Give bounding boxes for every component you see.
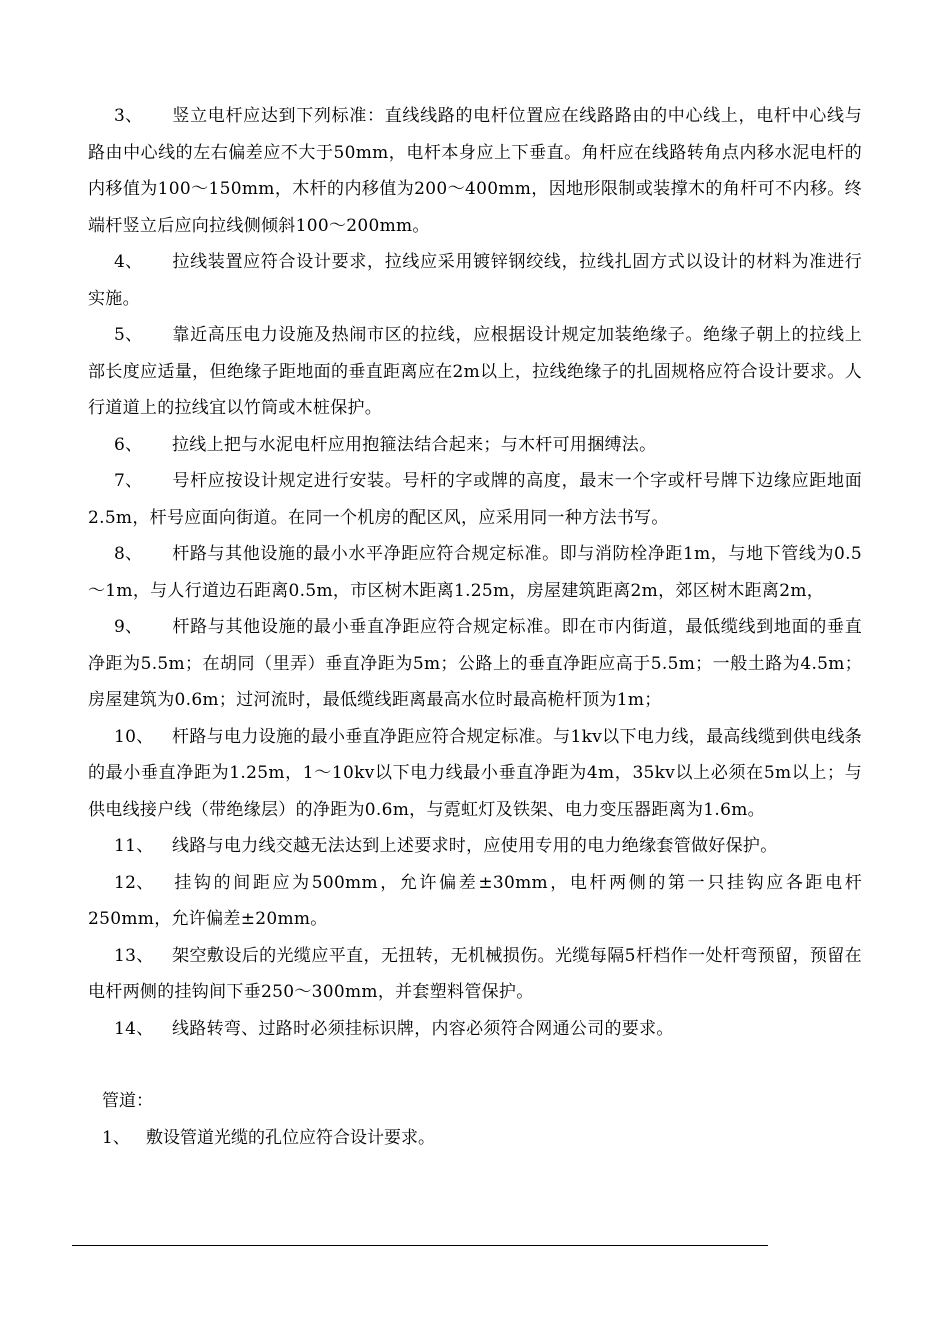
item-text: 线路转弯、过路时必须挂标识牌，内容必须符合网通公司的要求。 [172, 1018, 674, 1039]
item-number: 1、 [102, 1127, 130, 1148]
item-number: 13、 [114, 945, 154, 966]
item-number: 14、 [114, 1018, 154, 1039]
item-number: 11、 [114, 836, 154, 856]
list-item-14 [88, 1011, 862, 1048]
item-text: 线路与电力线交越无法达到上述要求时，应使用专用的电力绝缘套管做好保护。 [172, 836, 778, 856]
item-text: 靠近高压电力设施及热闹市区的拉线，应根据设计规定加装绝缘子。绝缘子朝上的拉线上部长度应适量，但绝缘子距地面的垂直距离应在2m以上，拉线绝缘子的扎固规格应符合设计要求。人行道道上的拉线宜以竹筒或木桩保护。 [88, 325, 862, 418]
item-number: 8、 [114, 544, 143, 564]
item-text: 架空敷设后的光缆应平直，无扭转，无机械损伤。光缆每隔5杆档作一处杆弯预留，预留在电杆两侧的挂钩间下垂250～300mm，并套塑料管保护。 [88, 945, 862, 1002]
item-number: 3、 [114, 106, 143, 126]
footer-divider [72, 1245, 768, 1246]
list-item-9 [88, 609, 862, 719]
item-text: 竖立电杆应达到下列标准：直线线路的电杆位置应在线路路由的中心线上，电杆中心线与路由中心线的左右偏差应不大于50mm，电杆本身应上下垂直。角杆应在线路转角点内移水泥电杆的内移值为100～150mm，木杆的内移值为200～400mm，因地形限制或装撑木的角杆可不内移。终端杆竖立后应向拉线侧倾斜100～200mm。 [88, 106, 862, 236]
item-text: 杆路与其他设施的最小水平净距应符合规定标准。即与消防栓净距1m，与地下管线为0.5～1m，与人行道边石距离0.5m，市区树木距离1.25m，房屋建筑距离2m，郊区树木距离2m， [88, 544, 862, 601]
list-item-6 [88, 427, 862, 464]
item-text: 挂钩的间距应为500mm，允许偏差±30mm，电杆两侧的第一只挂钩应各距电杆250mm，允许偏差±20mm。 [88, 872, 862, 929]
section-heading: 管道： [102, 1091, 153, 1111]
item-text: 号杆应按设计规定进行安装。号杆的字或牌的高度，最末一个字或杆号牌下边缘应距地面2.5m，杆号应面向街道。在同一个机房的配区风，应采用同一种方法书写。 [88, 471, 862, 528]
section-list-item-1 [102, 1120, 862, 1157]
list-item-3 [88, 98, 862, 244]
item-number: 10、 [114, 726, 154, 747]
item-text: 拉线装置应符合设计要求，拉线应采用镀锌钢绞线，拉线扎固方式以设计的材料为准进行实施。 [88, 252, 862, 309]
item-number: 9、 [114, 617, 143, 637]
list-item-4 [88, 244, 862, 317]
item-number: 4、 [114, 252, 143, 272]
list-item-5 [88, 317, 862, 427]
item-text: 杆路与其他设施的最小垂直净距应符合规定标准。即在市内街道，最低缆线到地面的垂直净距为5.5m；在胡同（里弄）垂直净距为5m；公路上的垂直净距应高于5.5m；一般土路为4.5m；房屋建筑为0.6m；过河流时，最低缆线距离最高水位时最高桅杆顶为1m； [88, 617, 862, 710]
item-text: 杆路与电力设施的最小垂直净距应符合规定标准。与1kv以下电力线，最高线缆到供电线条的最小垂直净距为1.25m，1～10kv以下电力线最小垂直净距为4m，35kv以上必须在5m以上；与供电线接户线（带绝缘层）的净距为0.6m，与霓虹灯及铁架、电力变压器距离为1.6m。 [88, 726, 862, 820]
item-number: 6、 [114, 434, 143, 455]
list-item-12 [88, 865, 862, 938]
list-item-8 [88, 536, 862, 609]
document-body [88, 98, 862, 1156]
item-text: 敷设管道光缆的孔位应符合设计要求。 [146, 1127, 435, 1148]
list-item-11 [88, 828, 862, 865]
list-item-7 [88, 463, 862, 536]
section-spacer [88, 1047, 862, 1083]
item-number: 5、 [114, 325, 143, 345]
item-number: 12、 [114, 872, 154, 893]
item-number: 7、 [114, 471, 143, 491]
list-item-10 [88, 719, 862, 829]
list-item-13 [88, 938, 862, 1011]
item-text: 拉线上把与水泥电杆应用抱箍法结合起来；与木杆可用捆缚法。 [172, 434, 657, 455]
